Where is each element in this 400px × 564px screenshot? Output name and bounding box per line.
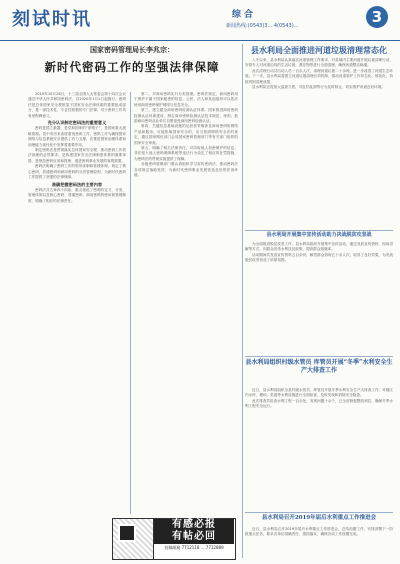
ad-headline-line1: 有感必报: [172, 519, 216, 530]
article-title-4: 县水利局召开2019年届后水利重点工作推进会: [261, 515, 377, 521]
ad-headline-line2: 有帖必回: [172, 531, 216, 542]
masthead-info: 新闻热线:(0543)3... 4(0543)...: [226, 23, 299, 29]
article-separator: [245, 230, 393, 231]
article-title-2: 县水利局开展集中宣传活动助力决战脱贫攻坚战: [266, 232, 372, 238]
lead-article-heading: [26, 43, 238, 75]
article-body-4: 近日，县水利局召开2019年届后水利重点工作推进会，总结前期工作，安排部署下一阶段重点任务，要求各单位明确责任、狠抓落实，确保各项工作按期完成。: [245, 527, 393, 537]
column-divider: [242, 44, 243, 558]
article-separator: [245, 356, 393, 357]
article-body-3: 近日，县水利局组织全县村级水管员、库管员开展冬季水利安全生产大排查工作，对辖区内水库、塘坝、渠道等水利设施进行全面检查，及时发现和消除安全隐患。 此次排查共检查水利工程一百余处，发现问题十余个，已全部督促整改到位，确保冬季水利工程安全运行。: [245, 388, 393, 409]
page-number-badge: 3: [366, 6, 388, 28]
ad-image: [113, 519, 154, 559]
article-title-1: 县水利局全面推进河道垃圾清理常态化: [251, 45, 387, 55]
newspaper-title: 刻试时讯: [12, 9, 92, 30]
column-divider: [130, 92, 131, 514]
lead-kicker: 国家密码管理局长李兆宗：: [90, 46, 174, 54]
lead-column-1: 2019年10月26日，十三届全国人大常委会第十四次会议通过中华人民共和国密码法，自2020年1月1日起施行。密码法是总体国家安全观框架下国家安全法律体系的重要组成部分，是一部技术性、专业性较强的专门法律，对于密码工作具有里程碑意义。 充分认识制定密码法的重要意义 密码是国之重器，是党和国家的“命根子”，是国家重大战略资源。党中央历来高度重视密码工作，密码工作为确保国家网络与信息系统安全提供了有力支撑，在推进国家治理体系和治理能力现代化中发挥着重要作用。 制定密码法是贯彻落实总体国家安全观、推动密码工作依法治理的必然要求，是构建国家安全法律制度体系的重要举措，是规范密码应用和管理、促进密码事业发展的客观需要。 密码法明确了密码工作的领导体制和管理体制，规定了核心密码、普通密码和商用密码的分类管理原则，为新时代密码工作提供了坚强的法律保障。 准确把握密码法的主要内容 密码法共五章四十四条，重点规范了密码的定义、分类、管理体制以及核心密码、普通密码、商用密码的使用和管理制度，明确了相应的法律责任。: [28, 92, 126, 203]
ad-contact: 投稿邮箱 7712118 ... 7712889: [164, 545, 224, 550]
masthead: [0, 0, 400, 41]
lead-subhead-2: 准确把握密码法的主要内容: [51, 181, 103, 187]
advertisement: [112, 518, 236, 560]
lead-subhead-1: 充分认识制定密码法的重要意义: [47, 120, 107, 126]
article-separator: [245, 512, 393, 513]
ad-headline: [154, 519, 234, 544]
lead-column-2: 第二，对商用密码实行分类管理。密码法规定，商用密码用于保护不属于国家秘密的信息，公民、法人和其他组织可以依法使用商用密码保护网络与信息安全。 第三，建立健全商用密码检测认证体系。国家推进商用密码检测认证体系建设，制定商用密码检测认证技术规范、规则，鼓励商用密码从业单位自愿接受商用密码检测认证。 第四，关键信息基础设施的运营者采购涉及商用密码的网络产品和服务，可能影响国家安全的，应当按照网络安全法的规定，通过国家网信部门会同国家密码管理部门等有关部门组织的国家安全审查。 第五，明确了相关法律责任，对窃取他人加密保护的信息、非法侵入他人密码保障系统等违法行为设定了相应的处罚措施，为密码法的贯彻实施提供了保障。 各级密码管理部门要认真组织学习宣传密码法，推动密码法各项规定落地见效，为新时代密码事业发展营造良好的法治环境。: [134, 92, 238, 178]
section-label: 综合: [232, 10, 257, 20]
article-body-2: 为全面推进脱贫攻坚工作，县水利局组织开展集中宣传活动，通过发放宣传资料、现场讲解等方式，向群众宣传水利扶贫政策，提高群众知晓率。 活动期间共发放宣传资料五百余份，解答群众咨询五十余人次，取得了良好效果，为决战脱贫攻坚营造了浓厚氛围。: [245, 242, 393, 263]
qr-code-icon: [118, 524, 136, 542]
lead-headline: 新时代密码工作的坚强法律保障: [44, 60, 220, 74]
article-body-1: 入冬以来，县水利局认真落实河道管理工作要求，对县域内主要河道开展垃圾清理行动，安排专人对河道沿线的生活垃圾、漂浮物等进行全面清理，确保河道整洁畅通。 此次清理行动共出动人员一百余人次，清理河道垃圾二十余吨，进一步改善了河道生态环境。下一步，县水利局将建立河道垃圾清理长效机制，推动河道管护工作常态化、规范化，持续巩固清理成果。 县水利局还将加大巡查力度，对乱扔乱倒等行为及时制止，切实维护河道良好环境。: [245, 58, 393, 90]
article-title-3: 县水利局组织村级水管员 库管员开展“冬季”水利安全生产大排查工作: [245, 359, 393, 374]
